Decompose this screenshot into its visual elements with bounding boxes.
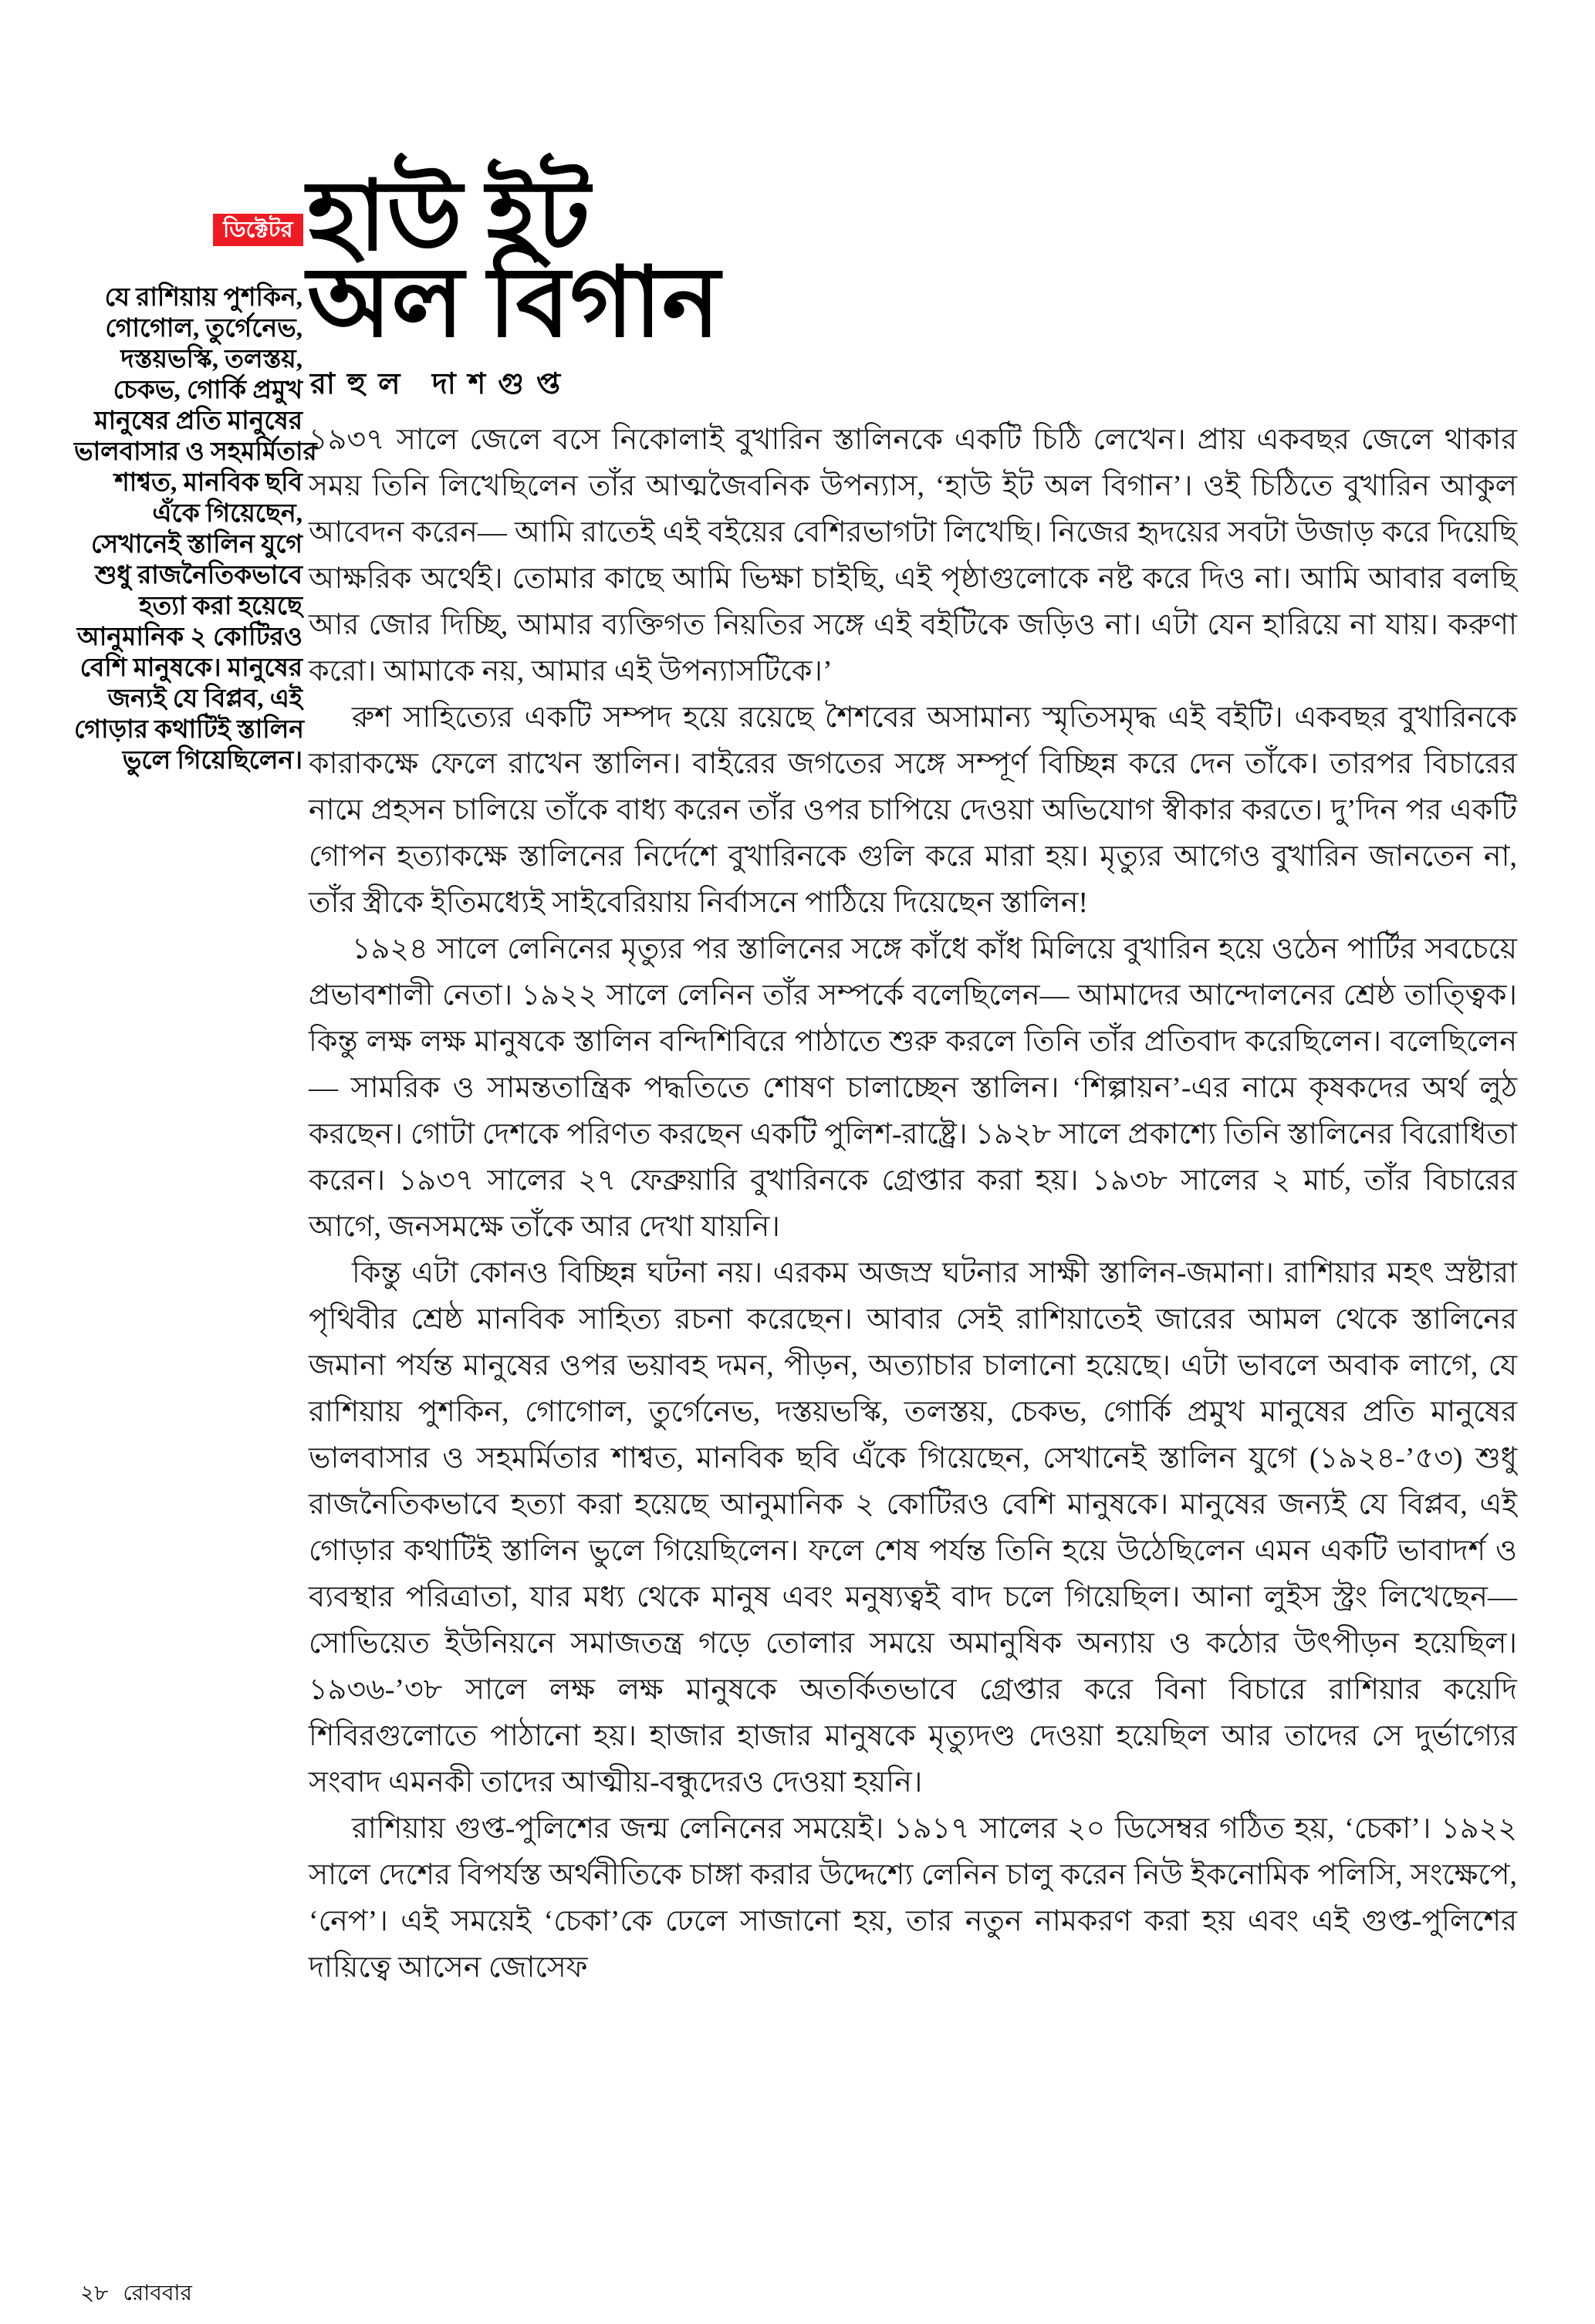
pull-quote-line: এঁকে গিয়েছেন, [152,500,302,528]
pull-quote-line: গোড়ার কথাটিই স্তালিন [74,716,305,744]
page-footer [80,2276,192,2312]
pull-quote-line: চেকভ, গোর্কি প্রমুখ [113,377,302,404]
article-body [309,417,1517,1991]
byline: রাহুল দাশগুপ্ত [310,368,573,400]
article-paragraph: রুশ সাহিত্যের একটি সম্পদ হয়ে রয়েছে শৈশবের অসামান্য স্মৃতিসমৃদ্ধ এই বইটি। একবছর বুখারিনকে কারাকক্ষে ফেলে রাখেন স্তালিন। বাইরের জগতের সঙ্গে সম্পূর্ণ বিচ্ছিন্ন করে দেন তাঁকে। তারপর বিচারের নামে প্রহসন চালিয়ে তাঁকে বাধ্য করেন তাঁর ওপর চাপিয়ে দেওয়া অভিযোগ স্বীকার করতে। দু’দিন পর একটি গোপন হত্যাকক্ষে স্তালিনের নির্দেশে বুখারিনকে গুলি করে মারা হয়। মৃত্যুর আগেও বুখারিন জানতেন না, তাঁর স্ত্রীকে ইতিমধ্যেই সাইবেরিয়ায় নির্বাসনে পাঠিয়ে দিয়েছেন স্তালিন! [309,701,1517,919]
article-paragraph: কিন্তু এটা কোনও বিচ্ছিন্ন ঘটনা নয়। এরকম অজস্র ঘটনার সাক্ষী স্তালিন-জমানা। রাশিয়ার মহৎ স্রষ্টারা পৃথিবীর শ্রেষ্ঠ মানবিক সাহিত্য রচনা করেছেন। আবার সেই রাশিয়াতেই জারের আমল থেকে স্তালিনের জমানা পর্যন্ত মানুষের ওপর ভয়াবহ দমন, পীড়ন, অত্যাচার চালানো হয়েছে। এটা ভাবলে অবাক লাগে, যে রাশিয়ায় পুশকিন, গোগোল, তুর্গেনেভ, দস্তয়ভস্কি, তলস্তয়, চেকভ, গোর্কি প্রমুখ মানুষের প্রতি মানুষের ভালবাসার ও সহমর্মিতার শাশ্বত, মানবিক ছবি এঁকে গিয়েছেন, সেখানেই স্তালিন যুগে (১৯২৪-’৫৩) শুধু রাজনৈতিকভাবে হত্যা করা হয়েছে আনুমানিক ২ কোটিরও বেশি মানুষকে। মানুষের জন্যই যে বিপ্লব, এই গোড়ার কথাটিই স্তালিন ভুলে গিয়েছিলেন। ফলে শেষ পর্যন্ত তিনি হয়ে উঠেছিলেন এমন একটি ভাবাদর্শ ও ব্যবস্থার পরিত্রাতা, যার মধ্য থেকে মানুষ এবং মনুষ্যত্বই বাদ চলে গিয়েছিল। আনা লুইস স্ট্রং লিখেছেন— সোভিয়েত ইউনিয়নে সমাজতন্ত্র গড়ে তোলার সময়ে অমানুষিক অন্যায় ও কঠোর উৎপীড়ন হয়েছিল। ১৯৩৬-’৩৮ সালে লক্ষ লক্ষ মানুষকে অতর্কিতভাবে গ্রেপ্তার করে বিনা বিচারে রাশিয়ার কয়েদি শিবিরগুলোতে পাঠানো হয়। হাজার হাজার মানুষকে মৃত্যুদণ্ড দেওয়া হয়েছিল আর তাদের সে দুর্ভাগ্যের সংবাদ এমনকী তাদের আত্মীয়-বন্ধুদেরও দেওয়া হয়নি। [309,1257,1517,1799]
pull-quote-line: শুধু রাজনৈতিকভাবে [94,562,302,589]
headline-line-2: অল বিগান [307,250,721,357]
pull-quote-line: সেখানেই স্তালিন যুগে [91,531,302,559]
pull-quote-line: দস্তয়ভস্কি, তলস্তয়, [120,346,302,373]
pull-quote-line: ভালবাসার ও সহমর্মিতার [74,438,317,466]
pull-quote [74,282,317,776]
pull-quote-line: বেশি মানুষকে। মানুষের [79,654,302,682]
kicker-label: ডিক্টেটর [213,214,303,246]
pull-quote-line: ভুলে গিয়েছিলেন। [122,747,302,775]
article-paragraph: ১৯২৪ সালে লেনিনের মৃত্যুর পর স্তালিনের সঙ্গে কাঁধে কাঁধ মিলিয়ে বুখারিন হয়ে ওঠেন পার্টির সবচেয়ে প্রভাবশালী নেতা। ১৯২২ সালে লেনিন তাঁর সম্পর্কে বলেছিলেন— আমাদের আন্দোলনের শ্রেষ্ঠ তাত্ত্বিক। কিন্তু লক্ষ লক্ষ মানুষকে স্তালিন বন্দিশিবিরে পাঠাতে শুরু করলে তিনি তাঁর প্রতিবাদ করেছিলেন। বলেছিলেন— সামরিক ও সামন্ততান্ত্রিক পদ্ধতিতে শোষণ চালাচ্ছেন স্তালিন। ‘শিল্পায়ন’-এর নামে কৃষকদের অর্থ লুঠ করছেন। গোটা দেশকে পরিণত করছেন একটি পুলিশ-রাষ্ট্রে। ১৯২৮ সালে প্রকাশ্যে তিনি স্তালিনের বিরোধিতা করেন। ১৯৩৭ সালের ২৭ ফেব্রুয়ারি বুখারিনকে গ্রেপ্তার করা হয়। ১৯৩৮ সালের ২ মার্চ, তাঁর বিচারের আগে, জনসমক্ষে তাঁকে আর দেখা যায়নি। [309,933,1517,1243]
article-paragraph: রাশিয়ায় গুপ্ত-পুলিশের জন্ম লেনিনের সময়েই। ১৯১৭ সালের ২০ ডিসেম্বর গঠিত হয়, ‘চেকা’। ১৯২২ সালে দেশের বিপর্যস্ত অর্থনীতিকে চাঙ্গা করার উদ্দেশ্যে লেনিন চালু করেন নিউ ইকনোমিক পলিসি, সংক্ষেপে, ‘নেপ’। এই সময়েই ‘চেকা’কে ঢেলে সাজানো হয়, তার নতুন নামকরণ করা হয় এবং এই গুপ্ত-পুলিশের দায়িত্বে আসেন জোসেফ [309,1812,1517,1984]
headline-line-1: হাউ ইট [307,164,590,271]
pull-quote-line: শাশ্বত, মানবিক ছবি [114,469,302,497]
headline [307,164,721,357]
pull-quote-line: আনুমানিক ২ কোটিরও [76,623,302,651]
pull-quote-line: মানুষের প্রতি মানুষের [94,407,302,435]
page-number: ২৮ [80,2282,109,2305]
pull-quote-line: যে রাশিয়ায় পুশকিন, [104,284,302,312]
magazine-name: রোববার [123,2282,192,2305]
article-paragraph: ১৯৩৭ সালে জেলে বসে নিকোলাই বুখারিন স্তালিনকে একটি চিঠি লেখেন। প্রায় একবছর জেলে থাকার সময় তিনি লিখেছিলেন তাঁর আত্মজৈবনিক উপন্যাস, ‘হাউ ইট অল বিগান’। ওই চিঠিতে বুখারিন আকুল আবেদন করেন— আমি রাতেই এই বইয়ের বেশিরভাগটা লিখেছি। নিজের হৃদয়ের সবটা উজাড় করে দিয়েছি আক্ষরিক অর্থেই। তোমার কাছে আমি ভিক্ষা চাইছি, এই পৃষ্ঠাগুলোকে নষ্ট করে দিও না। আমি আবার বলছি আর জোর দিচ্ছি, আমার ব্যক্তিগত নিয়তির সঙ্গে এই বইটিকে জড়িও না। এটা যেন হারিয়ে না যায়। করুণা করো। আমাকে নয়, আমার এই উপন্যাসটিকে।’ [309,424,1517,687]
pull-quote-line: জন্যই যে বিপ্লব, এই [107,685,302,713]
pull-quote-line: হত্যা করা হয়েছে [139,593,302,620]
pull-quote-line: গোগোল, তুর্গেনেভ, [105,315,302,343]
